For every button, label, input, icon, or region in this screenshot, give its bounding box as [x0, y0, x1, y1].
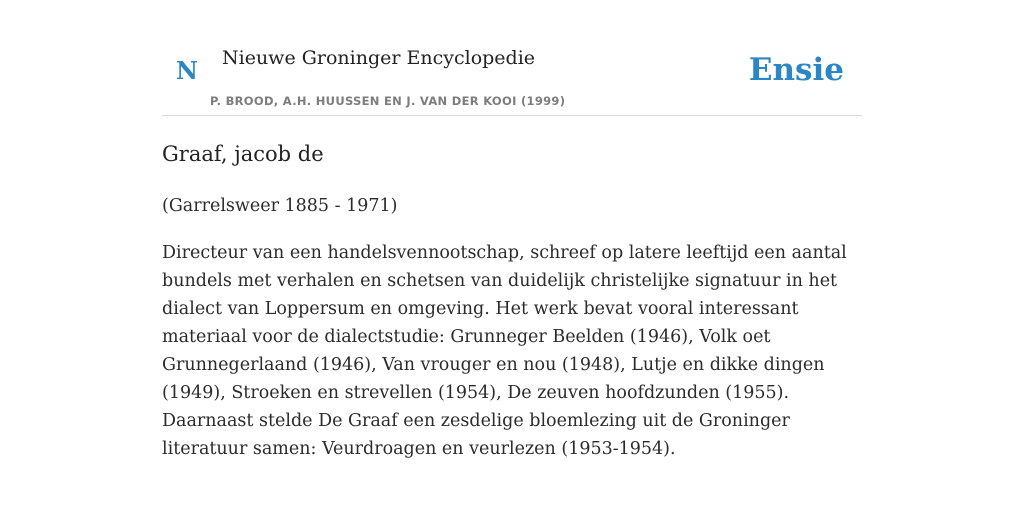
encyclopedia-logo[interactable]: N	[176, 56, 198, 85]
page-header	[162, 0, 862, 116]
entry-title: Graaf, jacob de	[162, 142, 324, 166]
entry-body: Directeur van een handelsvennootschap, schreef op latere leeftijd een aantal bundels met verhalen en schetsen van duidelijk christelijke signatuur in het dialect van Loppersum en omgeving. Het werk bevat vooral interessant materiaal voor de dialectstudie: Grunneger Beelden (1946), Volk oet Grunnegerlaand (1946), Van vrouger en nou (1948), Lutje en dikke dingen (1949), Stroeken en strevellen (1954), De zeuven hoofdzunden (1955). Daarnaast stelde De Graaf een zesdelige bloemlezing uit de Groninger literatuur samen: Veurdroagen en veurlezen (1953-1954).	[162, 243, 847, 459]
entry-dates: (Garrelsweer 1885 - 1971)	[162, 196, 398, 216]
ensie-logo[interactable]: Ensie	[748, 52, 844, 88]
book-title[interactable]: Nieuwe Groninger Encyclopedie	[222, 47, 536, 69]
encyclopedia-page	[162, 0, 862, 512]
book-authors: P. BROOD, A.H. HUUSSEN EN J. VAN DER KOOI (1999)	[210, 94, 566, 108]
